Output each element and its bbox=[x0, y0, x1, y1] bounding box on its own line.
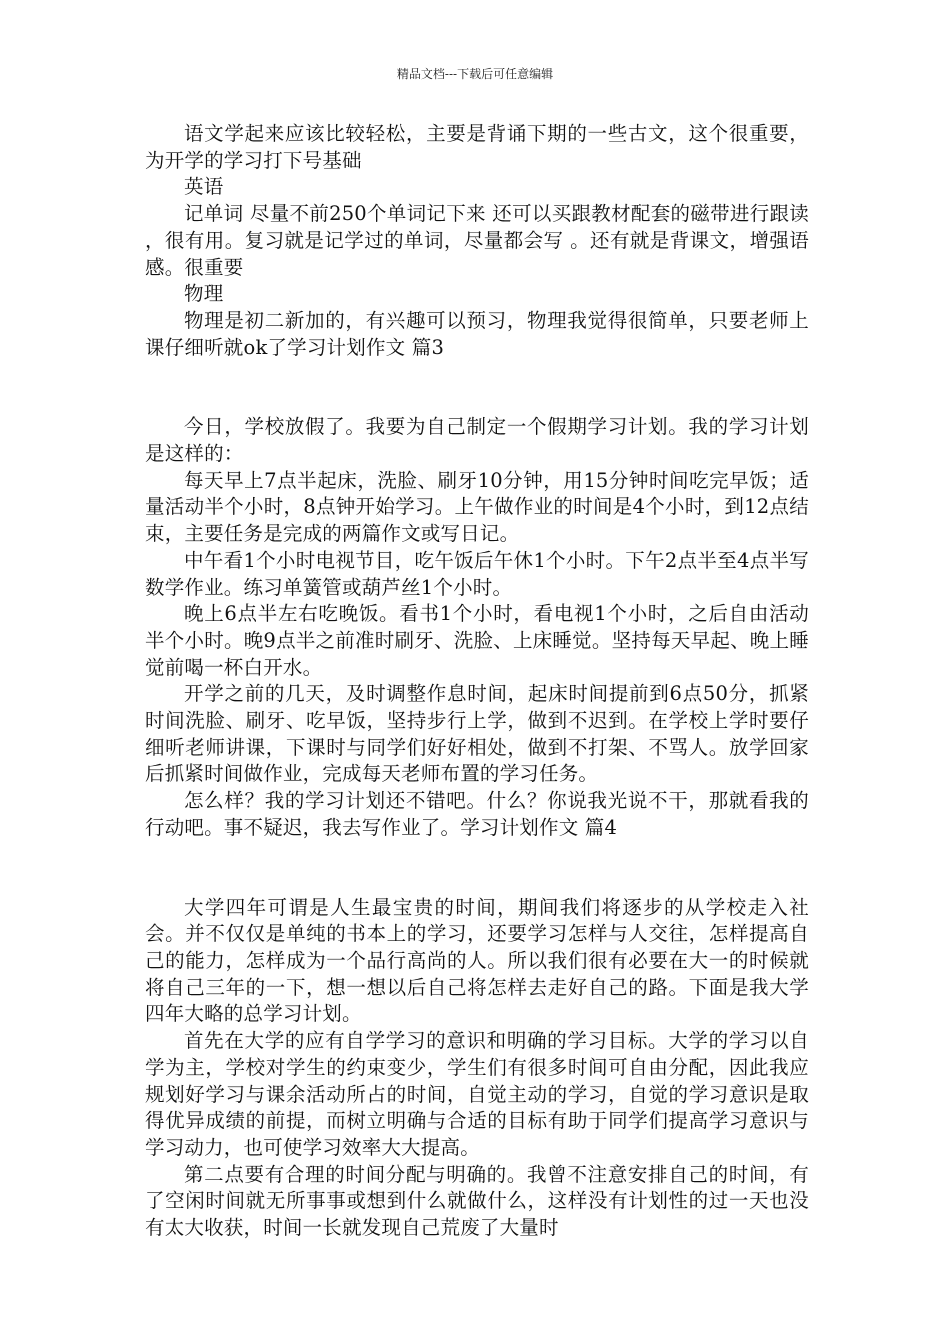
heading-english: 英语 bbox=[184, 175, 224, 199]
paragraph-university-intro: 大学四年可谓是人生最宝贵的时间，期间我们将逐步的从学校走入社会。并不仅仅是单纯的书本上的学习，还要学习怎样与人交往，怎样提高自己的能力，怎样成为一个品行高尚的人。所以我们很有必要在大一的时候就将自己三年的一下，想一想以后自己将怎样去走好自己的路。下面是我大学四年大略的总学习计划。 bbox=[145, 895, 809, 1026]
section-gap bbox=[145, 361, 809, 414]
paragraph-closing: 怎么样？我的学习计划还不错吧。什么？你说我光说不干，那就看我的行动吧。事不疑迟，我去写作业了。学习计划作文 篇4 bbox=[145, 789, 809, 839]
page-header: 精品文档---下载后可任意编辑 bbox=[396, 67, 554, 81]
paragraph-self-study: 首先在大学的应有自学学习的意识和明确的学习目标。大学的学习以自学为主，学校对学生的约束变少，学生们有很多时间可自由分配，因此我应规划好学习与课余活动所占的时间，自觉主动的学习，自觉的学习意识是取得优异成绩的前提，而树立明确与合适的目标有助于同学们提高学习意识与学习动力，也可使学习效率大大提高。 bbox=[145, 1029, 809, 1159]
document-body bbox=[145, 121, 809, 1242]
paragraph-evening-plan: 晚上6点半左右吃晚饭。看书1个小时，看电视1个小时，之后自由活动半个小时。晚9点半之前准时刷牙、洗脸、上床睡觉。坚持每天早起、晚上睡觉前喝一杯白开水。 bbox=[145, 602, 809, 679]
paragraph-english-study: 记单词 尽量不前250个单词记下来 还可以买跟教材配套的磁带进行跟读 ，很有用。复习就是记学过的单词，尽量都会写 。还有就是背课文，增强语感。很重要 bbox=[145, 202, 809, 279]
paragraph-noon-plan: 中午看1个小时电视节目，吃午饭后午休1个小时。下午2点半至4点半写数学作业。练习单簧管或葫芦丝1个小时。 bbox=[145, 548, 809, 599]
section-gap bbox=[145, 842, 809, 895]
paragraph-school-start-plan: 开学之前的几天，及时调整作息时间，起床时间提前到6点50分，抓紧时间洗脸、刷牙、吃早饭，坚持步行上学，做到不迟到。在学校上学时要仔细听老师讲课，下课时与同学们好好相处，做到不打架、不骂人。放学回家后抓紧时间做作业，完成每天老师布置的学习任务。 bbox=[145, 682, 809, 786]
paragraph-holiday-intro: 今日，学校放假了。我要为自己制定一个假期学习计划。我的学习计划是这样的： bbox=[145, 415, 809, 466]
paragraph-chinese-study: 语文学起来应该比较轻松，主要是背诵下期的一些古文，这个很重要，为开学的学习打下号基础 bbox=[145, 122, 809, 172]
paragraph-morning-plan: 每天早上7点半起床，洗脸、刷牙10分钟，用15分钟时间吃完早饭；适量活动半个小时，8点钟开始学习。上午做作业的时间是4个小时，到12点结束，主要任务是完成的两篇作文或写日记。 bbox=[145, 468, 809, 546]
paragraph-physics-study: 物理是初二新加的，有兴趣可以预习，物理我觉得很简单，只要老师上课仔细听就ok了学习计划作文 篇3 bbox=[145, 308, 809, 359]
paragraph-time-management: 第二点要有合理的时间分配与明确的。我曾不注意安排自己的时间，有了空闲时间就无所事事或想到什么就做什么，这样没有计划性的过一天也没有太大收获，时间一长就发现自己荒废了大量时 bbox=[145, 1162, 809, 1240]
heading-physics: 物理 bbox=[184, 282, 224, 306]
